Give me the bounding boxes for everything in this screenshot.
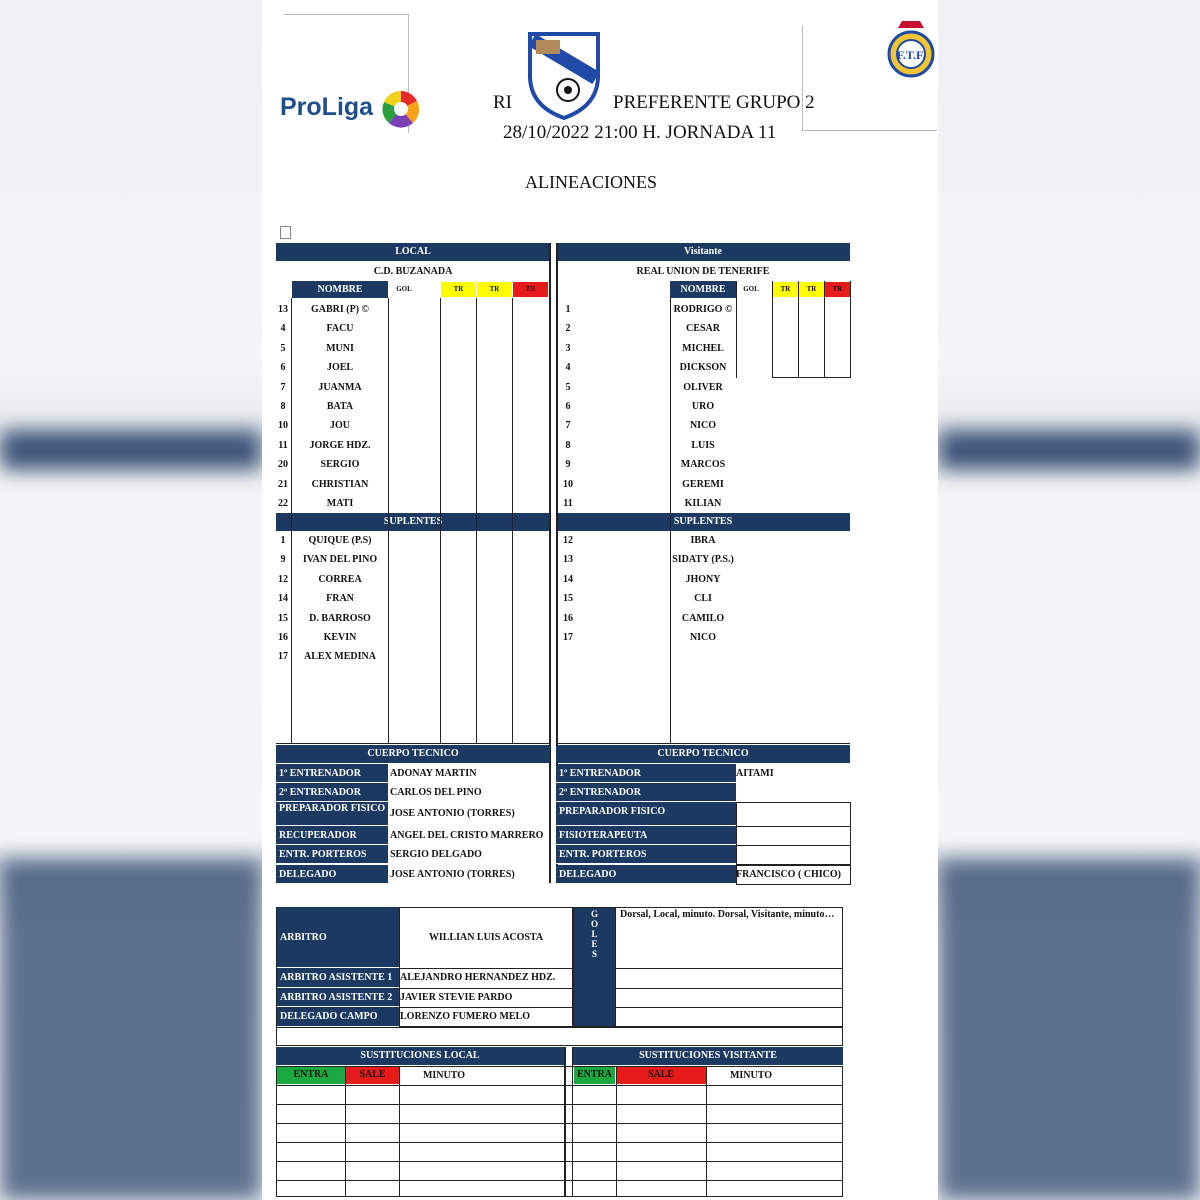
staff-name: FRANCISCO ( CHICO) [736,869,841,880]
official-role: ARBITRO [277,907,399,968]
player-number: 5 [280,342,286,354]
player-number: 6 [565,401,571,412]
staff-name: JOSE ANTONIO (TORRES) [390,869,515,880]
player-name: QUIQUE (P.S) [308,535,372,546]
officials-spacer-row [276,1027,843,1046]
goals-letter: L [591,929,598,939]
staff-name: AITAMI [736,768,774,779]
local-col-name: NOMBRE [292,281,388,298]
player-number: 5 [565,381,571,393]
player-number: 14 [278,593,288,605]
player-number: 17 [563,632,573,643]
local-subs-bar: SUPLENTES [276,513,550,531]
section-title: ALINEACIONES [525,172,657,192]
staff-name: SERGIO DELGADO [390,849,482,860]
staff-name: CARLOS DEL PINO [390,787,482,798]
visitor-bar: Visitante [556,243,850,261]
player-number: 7 [280,381,286,393]
official-role: DELEGADO CAMPO [277,1007,399,1027]
player-number: 15 [278,612,288,624]
player-number: 8 [565,439,571,451]
player-number: 4 [280,323,286,335]
subs-local-entra: ENTRA [277,1066,345,1084]
visitor-subs-bar: SUPLENTES [556,513,850,531]
local-staff-bar: CUERPO TECNICO [276,745,550,763]
header-category: PREFERENTE GRUPO 2 [613,92,815,113]
player-name: IBRA [690,535,716,546]
player-name: MICHEL [682,342,724,354]
player-name: MATI [326,498,354,509]
club-badge-icon [524,28,604,120]
player-name: OLIVER [683,381,723,393]
player-name: MARCOS [680,459,726,471]
player-number: 12 [278,573,288,585]
staff-role: 2º ENTRENADOR [276,783,388,802]
subs-visitor-minuto: MINUTO [729,1070,773,1081]
goals-letter: E [591,939,598,949]
federation-badge-icon [884,18,938,80]
player-name: CESAR [686,323,720,335]
proliga-wordmark: ProLiga [280,93,374,121]
local-col-tr2: TR [477,282,512,297]
goals-letter: S [591,949,597,959]
player-name: IVAN DEL PINO [302,554,378,566]
federation-badge-text: F.T.F. [896,48,926,62]
player-number: 8 [280,401,286,412]
official-name: JAVIER STEVIE PARDO [400,992,513,1003]
official-name: ALEJANDRO HERNANDEZ HDZ. [400,972,556,983]
subs-visitor-bar: SUSTITUCIONES VISITANTE [573,1047,843,1065]
player-name: JOEL [326,362,354,374]
player-name: KEVIN [323,632,357,643]
staff-role: ENTR. PORTEROS [276,845,388,864]
player-number: 16 [563,612,573,624]
player-number: 11 [278,439,288,451]
player-number: 14 [563,573,573,585]
local-col-gol: GOL [396,285,412,293]
goals-letter: O [590,919,598,929]
player-name: D. BARROSO [309,612,371,624]
player-name: NICO [689,420,717,432]
player-number: 13 [563,554,573,566]
visitor-col-tr2: TR [799,282,824,297]
staff-role: 2º ENTRENADOR [556,783,736,802]
local-bar: LOCAL [276,243,550,261]
proliga-ball-icon [378,88,424,130]
player-name: FACU [326,323,354,335]
local-col-tr1: TR [441,282,476,297]
player-name: CLI [694,593,712,605]
staff-role: ENTR. PORTEROS [556,845,736,864]
subs-local-minuto: MINUTO [422,1070,466,1081]
player-number: 1 [565,304,571,315]
header-category-prefix: RI [493,92,512,113]
staff-value-box [736,802,851,827]
visitor-col-name: NOMBRE [670,281,736,298]
player-number: 16 [278,632,288,643]
player-name: JOU [330,420,350,432]
player-number: 10 [563,478,573,490]
staff-role: DELEGADO [556,865,736,884]
staff-role: PREPARADOR FISICO [276,802,388,826]
staff-role: DELEGADO [276,865,388,884]
player-number: 4 [565,362,571,374]
local-col-tr3: TR [513,282,548,297]
player-name: JUANMA [318,381,362,393]
staff-value-box [736,826,851,846]
player-name: LUIS [691,439,715,451]
player-name: SERGIO [320,459,360,471]
player-number: 15 [563,593,573,605]
header-date-matchday: 28/10/2022 21:00 H. JORNADA 11 [503,122,777,143]
subs-visitor-sale: SALE [616,1066,706,1084]
staff-role: PREPARADOR FISICO [556,802,736,826]
player-name: MUNI [326,342,354,354]
player-name: RODRIGO © [673,304,733,315]
player-name: BATA [326,401,354,412]
visitor-col-tr3: TR [825,282,850,297]
player-number: 3 [565,342,571,354]
player-number: 11 [563,498,573,509]
goals-hint: Dorsal, Local, minuto. Dorsal, Visitante, minuto… [620,909,835,920]
player-name: FRAN [326,593,354,605]
player-name: CHRISTIAN [311,478,369,490]
staff-name: ANGEL DEL CRISTO MARRERO [390,830,544,841]
blurred-backdrop-left [0,0,262,1200]
player-number: 17 [278,651,288,663]
staff-value-box [736,865,851,885]
player-number: 9 [280,554,286,566]
visitor-col-gol: GOL [743,285,759,293]
official-name: WILLIAN LUIS ACOSTA [428,932,544,943]
player-number: 13 [278,304,288,315]
player-name: ALEX MEDINA [304,651,376,663]
visitor-staff-bar: CUERPO TECNICO [556,745,850,763]
player-name: CAMILO [681,612,725,624]
player-name: JORGE HDZ. [309,439,371,451]
player-number: 10 [278,420,288,432]
staff-name [736,783,850,802]
player-number: 1 [280,535,286,546]
official-role: ARBITRO ASISTENTE 2 [277,988,399,1007]
player-name: GABRI (P) © [310,304,370,315]
player-name: CORREA [318,573,362,585]
subs-visitor-entra: ENTRA [574,1066,615,1084]
player-number: 22 [278,498,288,509]
staff-name: JOSE ANTONIO (TORRES) [390,808,515,819]
player-name: DICKSON [679,362,727,374]
staff-name: ADONAY MARTIN [390,768,477,779]
staff-role: FISIOTERAPEUTA [556,826,736,845]
player-name: KILIAN [684,498,722,509]
checkbox-icon [280,226,291,239]
official-role: ARBITRO ASISTENTE 1 [277,968,399,988]
lineup-sheet [262,0,938,1200]
subs-local-bar: SUSTITUCIONES LOCAL [276,1047,564,1065]
player-name: NICO [689,632,717,643]
player-number: 21 [278,478,288,490]
visitor-col-tr1: TR [773,282,798,297]
player-number: 20 [278,459,288,471]
official-name: LORENZO FUMERO MELO [400,1011,531,1022]
subs-local-sale: SALE [346,1066,399,1084]
player-name: URO [691,401,715,412]
staff-value-box [736,845,851,865]
local-team-name: C.D. BUZANADA [373,266,453,277]
player-name: JHONY [685,573,721,585]
player-number: 2 [565,323,571,335]
staff-role: 1º ENTRENADOR [276,764,388,783]
staff-role: RECUPERADOR [276,826,388,845]
player-name: GEREMI [682,478,724,490]
player-name: SIDATY (P.S.) [672,554,734,566]
goals-letter: G [590,909,598,919]
staff-role: 1º ENTRENADOR [556,764,736,783]
player-number: 12 [563,535,573,546]
player-number: 9 [565,459,571,471]
player-number: 7 [565,420,571,432]
blurred-backdrop-right [938,0,1200,1200]
visitor-team-name: REAL UNION DE TENERIFE [636,266,770,277]
player-number: 6 [280,362,286,374]
